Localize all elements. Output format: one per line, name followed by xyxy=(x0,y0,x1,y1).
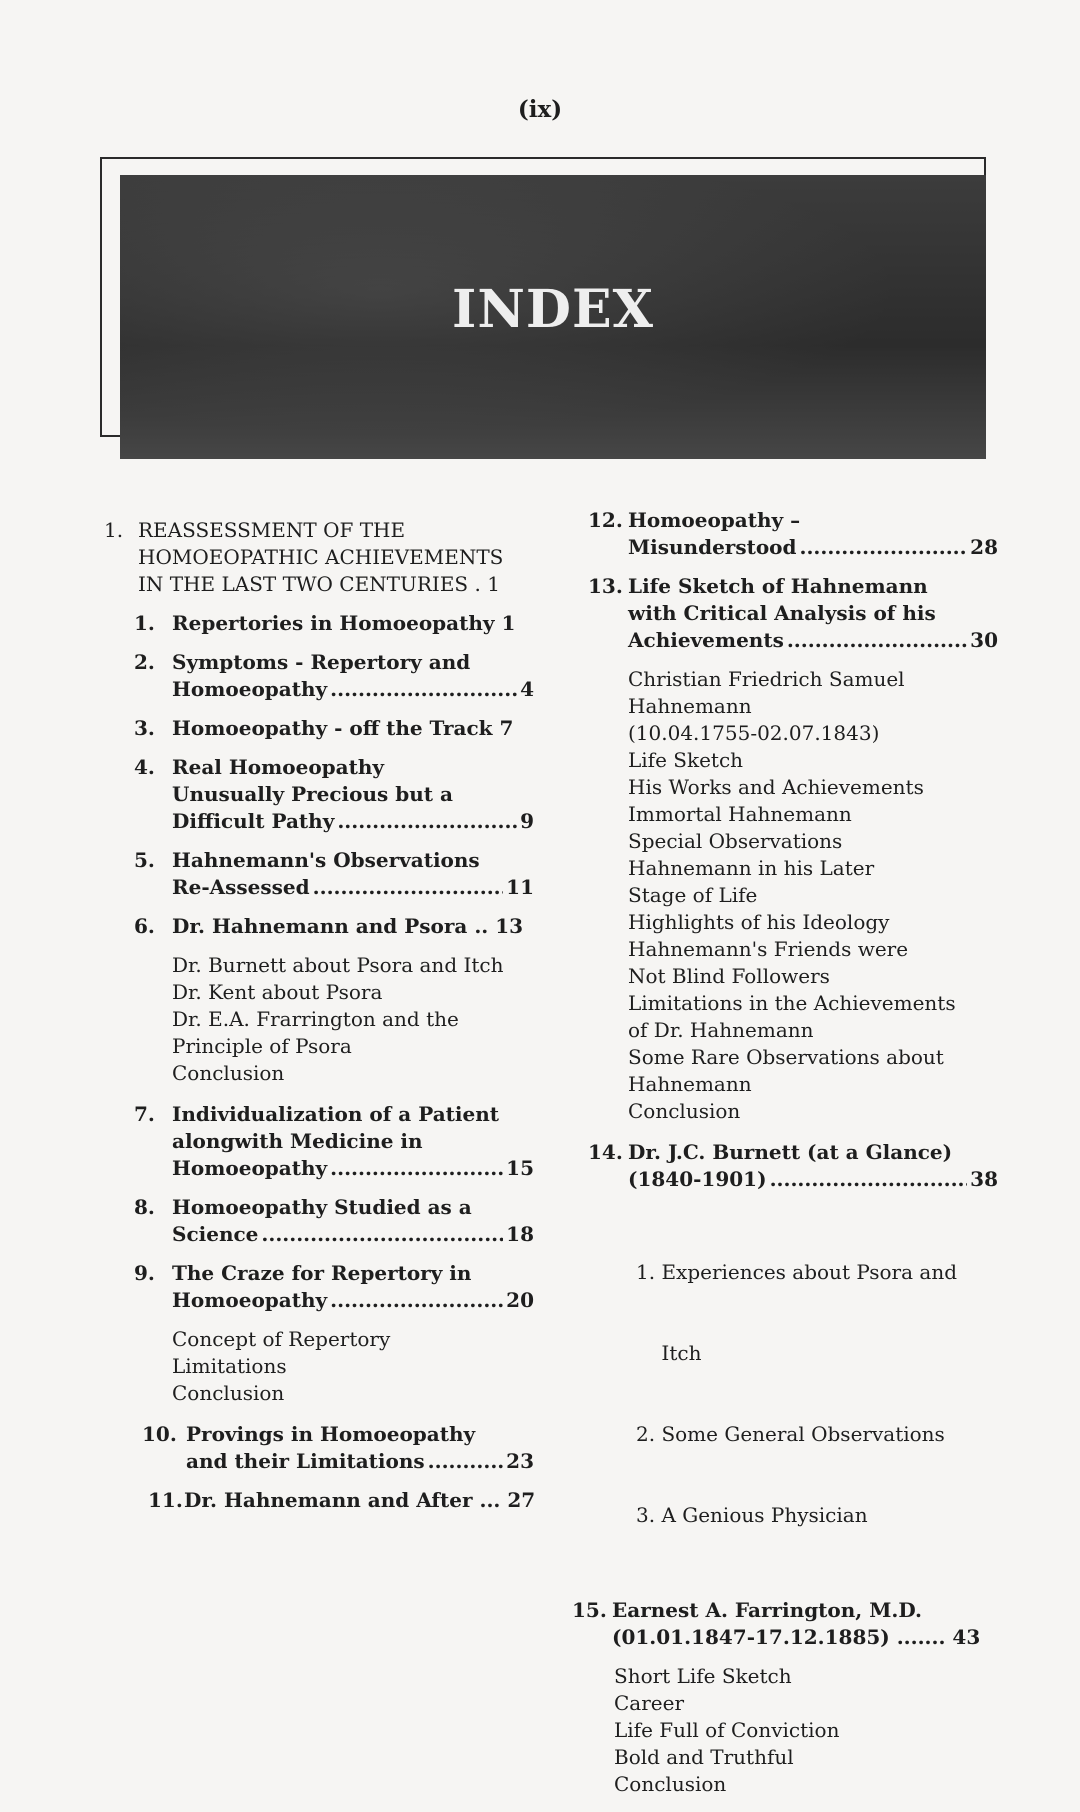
subtopic: Limitations xyxy=(172,1354,287,1378)
subtopic: 3. A Genious Physician xyxy=(636,1503,868,1527)
dot-leader xyxy=(330,676,517,703)
index-entry[interactable] xyxy=(104,715,534,742)
subtopic-list xyxy=(104,1326,534,1407)
entry-title: The Craze for Repertory in xyxy=(172,1261,472,1285)
entry-title: Re-Assessed xyxy=(172,875,310,899)
section-number: 1. xyxy=(104,518,124,542)
subtopic: (10.04.1755-02.07.1843) xyxy=(628,721,880,745)
entry-title: Homoeopathy xyxy=(172,1288,328,1312)
entry-title: Earnest A. Farrington, M.D. xyxy=(612,1598,922,1622)
entry-title: Science xyxy=(172,1222,259,1246)
subtopic: Some Rare Observations about xyxy=(628,1045,944,1069)
entry-title: Individualization of a Patient xyxy=(172,1102,500,1126)
entry-number: 5. xyxy=(134,848,155,872)
entry-number: 11. xyxy=(148,1488,183,1512)
subtopic: Conclusion xyxy=(628,1099,741,1123)
entry-page: 9 xyxy=(520,809,534,833)
entry-title: Achievements xyxy=(628,628,784,652)
index-entry[interactable] xyxy=(588,507,998,561)
subtopic: Dr. Burnett about Psora and Itch xyxy=(172,953,504,977)
entry-title: Dr. J.C. Burnett (at a Glance) xyxy=(628,1140,953,1164)
page-number: (ix) xyxy=(517,96,563,123)
entry-title: Homoeopathy xyxy=(172,677,328,701)
entry-page: 30 xyxy=(970,628,998,652)
entry-title: Provings in Homoeopathy xyxy=(186,1422,476,1446)
index-entry[interactable] xyxy=(572,1597,998,1651)
subtopic: Christian Friedrich Samuel xyxy=(628,667,905,691)
index-left-column xyxy=(104,517,534,1526)
entry-page: 4 xyxy=(520,677,534,701)
subtopic-list xyxy=(104,952,534,1087)
entry-title: alongwith Medicine in xyxy=(172,1129,423,1153)
index-entry[interactable] xyxy=(104,1260,534,1314)
entry-title: Homoeopathy – xyxy=(628,508,801,532)
dot-leader xyxy=(313,874,504,901)
entry-number: 10. xyxy=(142,1422,177,1446)
subtopic: Life Sketch xyxy=(628,748,744,772)
dot-leader xyxy=(800,534,968,561)
index-entry[interactable] xyxy=(112,1421,534,1475)
entry-number: 2. xyxy=(134,650,155,674)
subtopic: Dr. E.A. Frarrington and the xyxy=(172,1007,459,1031)
entry-page: 20 xyxy=(506,1288,534,1312)
entry-title: Difficult Pathy xyxy=(172,809,335,833)
dot-leader xyxy=(330,1155,503,1182)
section-title-line: IN THE LAST TWO CENTURIES . 1 xyxy=(138,572,500,596)
dot-leader xyxy=(330,1287,503,1314)
subtopic: Immortal Hahnemann xyxy=(628,802,852,826)
subtopic: Not Blind Followers xyxy=(628,964,830,988)
index-entry[interactable] xyxy=(118,1487,534,1514)
entry-page: 28 xyxy=(970,535,998,559)
subtopic: 2. Some General Observations xyxy=(636,1422,945,1446)
subtopic: Limitations in the Achievements xyxy=(628,991,956,1015)
entry-page: 23 xyxy=(506,1449,534,1473)
dot-leader xyxy=(337,808,517,835)
index-entry[interactable] xyxy=(104,610,534,637)
entry-title: Homoeopathy xyxy=(172,1156,328,1180)
subtopic: Principle of Psora xyxy=(172,1034,352,1058)
subtopic: His Works and Achievements xyxy=(628,775,924,799)
subtopic: Itch xyxy=(636,1341,702,1365)
subtopic: Special Observations xyxy=(628,829,843,853)
entry-number: 8. xyxy=(134,1195,155,1219)
entry-title: Misunderstood xyxy=(628,535,797,559)
subtopic: Conclusion xyxy=(172,1381,285,1405)
subtopic: Hahnemann xyxy=(628,1072,752,1096)
section-title-line: HOMOEOPATHIC ACHIEVEMENTS xyxy=(138,545,504,569)
index-entry[interactable] xyxy=(104,649,534,703)
subtopic: Hahnemann xyxy=(628,694,752,718)
entry-page: 11 xyxy=(506,875,534,899)
entry-number: 15. xyxy=(572,1598,607,1622)
title-banner xyxy=(120,175,986,459)
entry-page: 15 xyxy=(506,1156,534,1180)
page-title: INDEX xyxy=(452,279,654,340)
dot-leader xyxy=(428,1448,504,1475)
subtopic: Hahnemann in his Later xyxy=(628,856,875,880)
entry-title: Homoeopathy - off the Track 7 xyxy=(172,716,514,740)
entry-title: (1840-1901) xyxy=(628,1167,767,1191)
subtopic: Dr. Kent about Psora xyxy=(172,980,383,1004)
index-entry[interactable] xyxy=(104,913,534,940)
subtopic: Stage of Life xyxy=(628,883,758,907)
subtopic: Hahnemann's Friends were xyxy=(628,937,909,961)
dot-leader xyxy=(261,1221,503,1248)
entry-title: Dr. Hahnemann and After ... 27 xyxy=(184,1488,536,1512)
entry-number: 3. xyxy=(134,716,155,740)
index-entry[interactable] xyxy=(104,847,534,901)
entry-title: Real Homoeopathy xyxy=(172,755,385,779)
subtopic: Life Full of Conviction xyxy=(614,1718,840,1742)
entry-title: Unusually Precious but a xyxy=(172,782,453,806)
subtopic: Concept of Repertory xyxy=(172,1327,391,1351)
section-title-line: REASSESSMENT OF THE xyxy=(138,518,406,542)
subtopic-list xyxy=(588,666,998,1125)
entry-title: Homoeopathy Studied as a xyxy=(172,1195,472,1219)
entry-title: Symptoms - Repertory and xyxy=(172,650,471,674)
entry-number: 9. xyxy=(134,1261,155,1285)
subtopic: of Dr. Hahnemann xyxy=(628,1018,814,1042)
index-entry[interactable] xyxy=(588,573,998,654)
subtopic: Conclusion xyxy=(172,1061,285,1085)
entry-number: 1. xyxy=(134,611,155,635)
index-entry[interactable] xyxy=(104,1101,534,1182)
entry-number: 6. xyxy=(134,914,155,938)
entry-title: (01.01.1847-17.12.1885) ....... 43 xyxy=(612,1625,981,1649)
entry-number: 13. xyxy=(588,574,623,598)
entry-title: Life Sketch of Hahnemann xyxy=(628,574,928,598)
index-entry[interactable] xyxy=(588,1139,998,1193)
entry-number: 7. xyxy=(134,1102,155,1126)
subtopic: Career xyxy=(614,1691,685,1715)
subtopic-list xyxy=(588,1205,998,1583)
entry-title: Hahnemann's Observations xyxy=(172,848,480,872)
subtopic: Highlights of his Ideology xyxy=(628,910,890,934)
index-right-column xyxy=(572,507,998,1812)
subtopic-list xyxy=(588,1663,998,1798)
entry-page: 18 xyxy=(506,1222,534,1246)
subtopic: Bold and Truthful xyxy=(614,1745,794,1769)
index-entry[interactable] xyxy=(104,1194,534,1248)
entry-title: with Critical Analysis of his xyxy=(628,601,936,625)
subtopic: Short Life Sketch xyxy=(614,1664,792,1688)
entry-title: Repertories in Homoeopathy 1 xyxy=(172,611,516,635)
entry-number: 4. xyxy=(134,755,155,779)
index-section-1 xyxy=(104,517,534,598)
entry-number: 14. xyxy=(588,1140,623,1164)
index-entry[interactable] xyxy=(104,754,534,835)
dot-leader xyxy=(787,627,967,654)
dot-leader xyxy=(770,1166,968,1193)
subtopic: 1. Experiences about Psora and xyxy=(636,1260,958,1284)
entry-title: Dr. Hahnemann and Psora .. 13 xyxy=(172,914,524,938)
entry-page: 38 xyxy=(970,1167,998,1191)
subtopic: Conclusion xyxy=(614,1772,727,1796)
entry-number: 12. xyxy=(588,508,623,532)
entry-title: and their Limitations xyxy=(186,1449,425,1473)
